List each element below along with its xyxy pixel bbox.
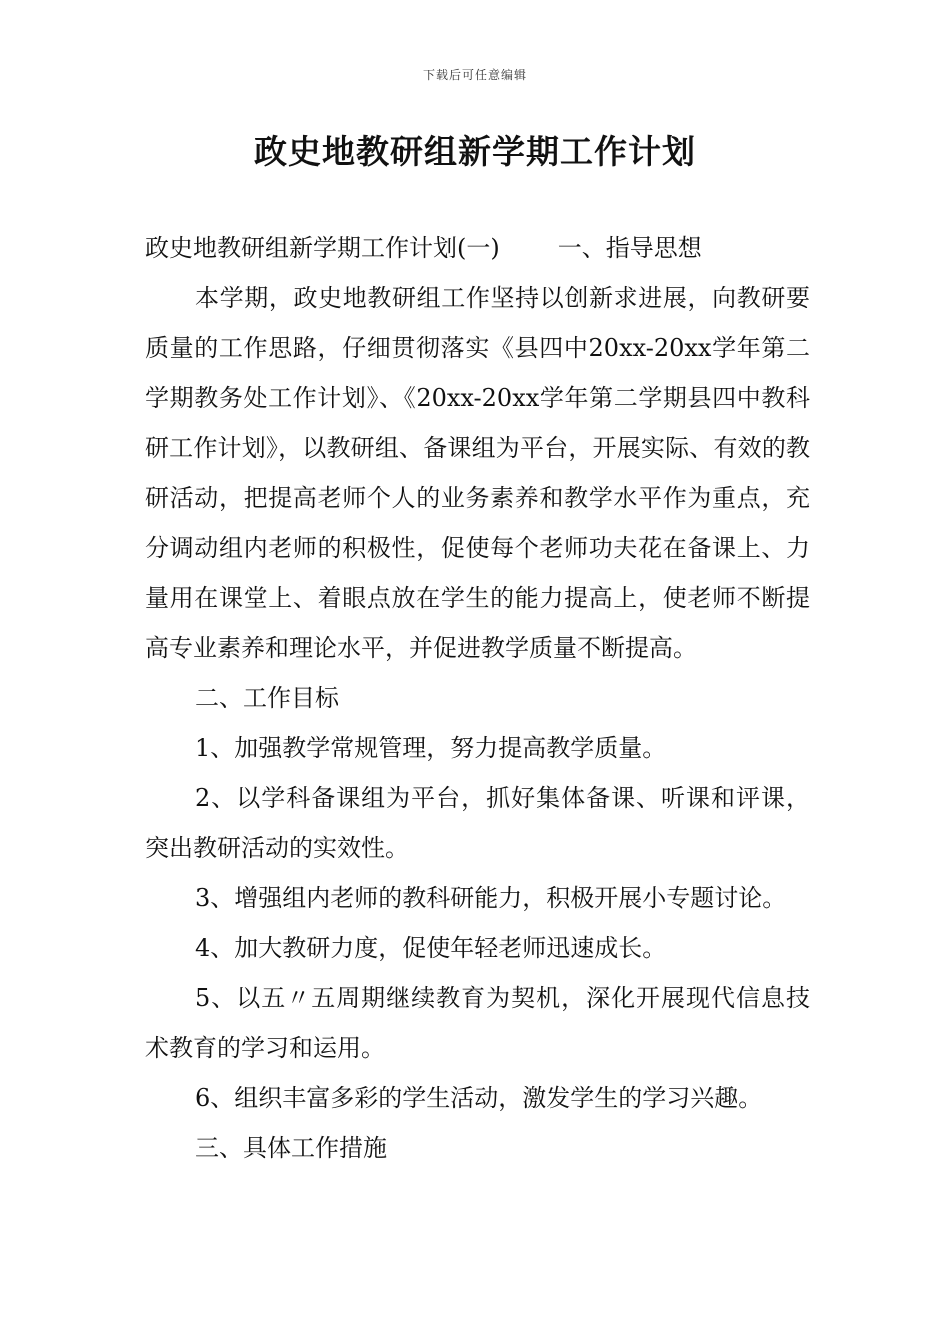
section-heading-1: 一、指导思想 (557, 234, 702, 262)
goal-item-5: 5、以五〃五周期继续教育为契机，深化开展现代信息技术教育的学习和运用。 (145, 984, 810, 1062)
goal-item-1: 1、加强教学常规管理，努力提高教学质量。 (195, 734, 667, 762)
goal-item-6: 6、组织丰富多彩的学生活动，激发学生的学习兴趣。 (195, 1084, 763, 1112)
section-heading-3: 三、具体工作措施 (195, 1134, 387, 1162)
goal-item-4: 4、加大教研力度，促使年轻老师迅速成长。 (195, 934, 667, 962)
document-title: 政史地教研组新学期工作计划 (254, 132, 696, 171)
plan-subtitle: 政史地教研组新学期工作计划(一) (145, 234, 500, 262)
document-body (145, 223, 810, 1173)
goal-item-2: 2、以学科备课组为平台，抓好集体备课、听课和评课，突出教研活动的实效性。 (145, 784, 810, 862)
section-heading-2: 二、工作目标 (195, 684, 339, 712)
plan-heading-line (145, 223, 810, 273)
guiding-ideology-paragraph: 本学期，政史地教研组工作坚持以创新求进展，向教研要质量的工作思路，仔细贯彻落实《县四中20xx-20xx学年第二学期教务处工作计划》、《20xx-20xx学年第二学期县四中教科研工作计划》，以教研组、备课组为平台，开展实际、有效的教研活动，把提高老师个人的业务素养和教学水平作为重点，充分调动组内老师的积极性，促使每个老师功夫花在备课上、力量用在课堂上、着眼点放在学生的能力提高上，使老师不断提高专业素养和理论水平，并促进教学质量不断提高。 (145, 284, 810, 662)
goal-item-3: 3、增强组内老师的教科研能力，积极开展小专题讨论。 (195, 884, 787, 912)
header-note: 下载后可任意编辑 (422, 68, 527, 82)
